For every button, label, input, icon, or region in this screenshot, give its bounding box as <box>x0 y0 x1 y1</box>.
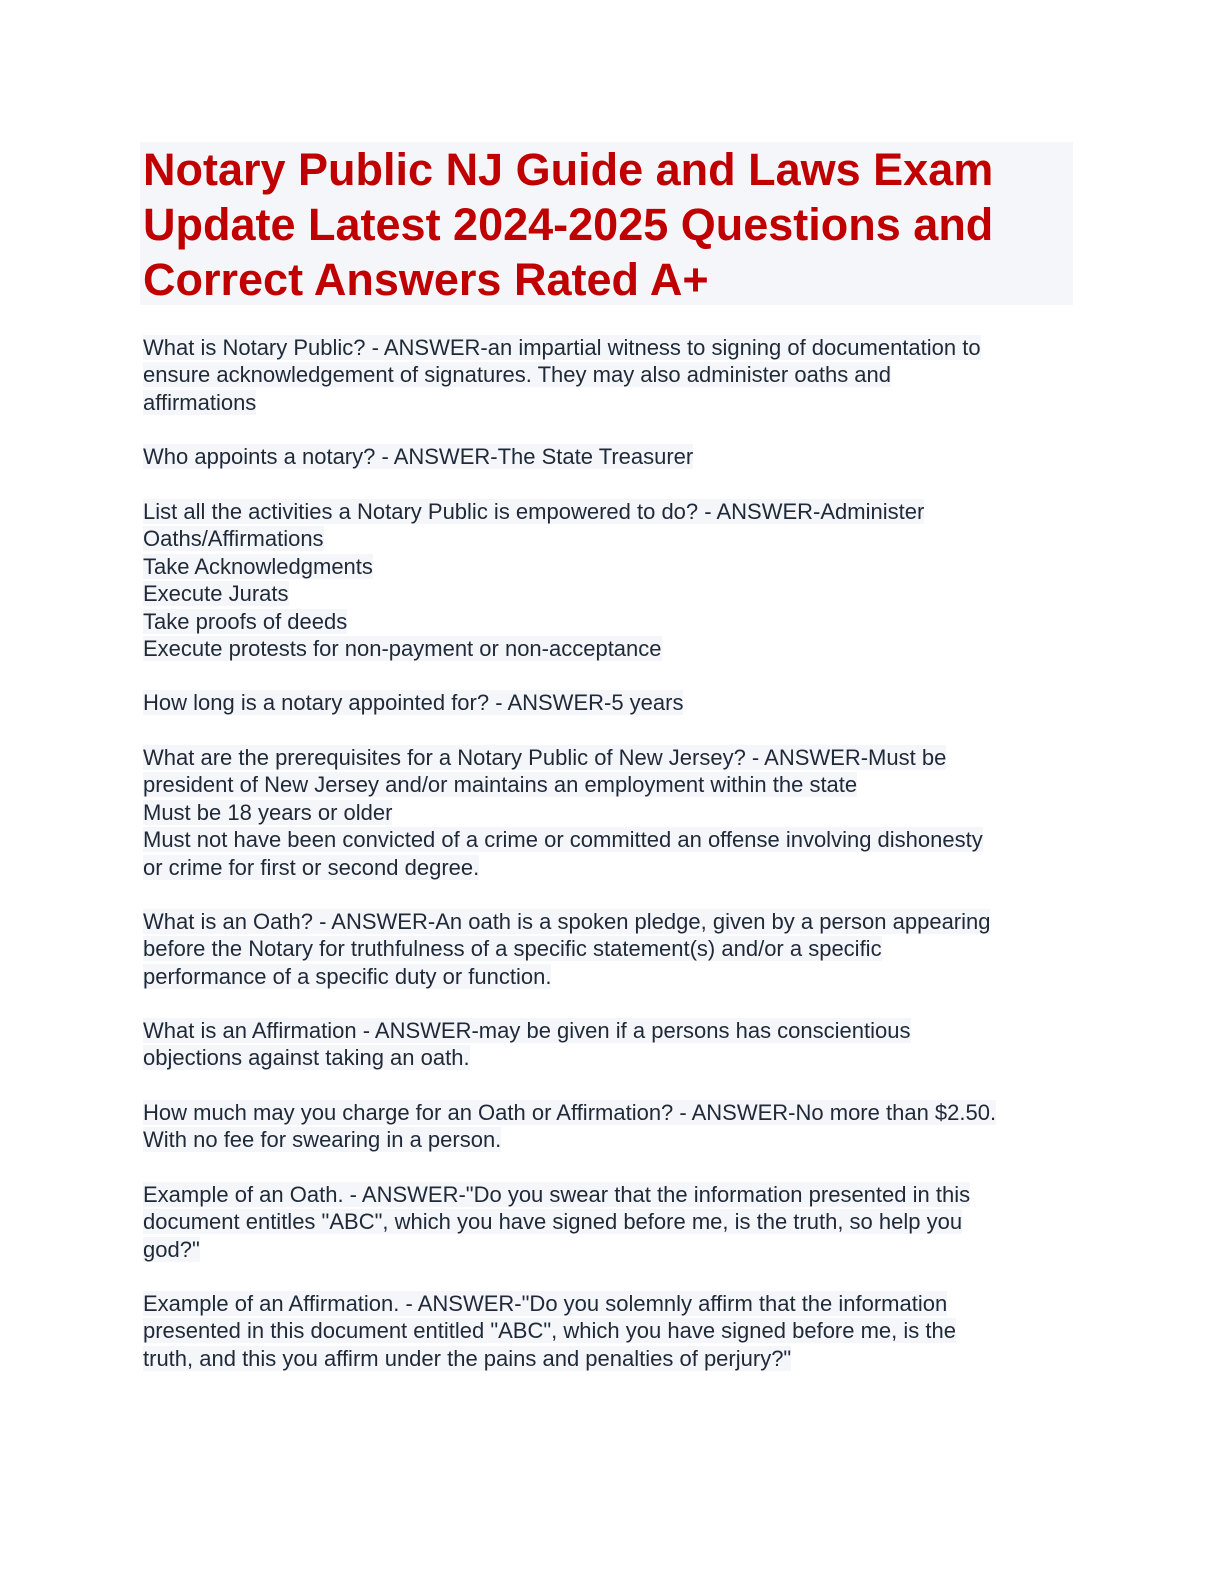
qa-line: Must be 18 years or older <box>143 799 393 825</box>
qa-line: Execute Jurats <box>143 581 289 607</box>
title-line: Update Latest 2024-2025 Questions and <box>143 199 994 250</box>
qa-line: truth, and this you affirm under the pains and penalties of perjury?" <box>143 1345 792 1371</box>
qa-line: god?" <box>143 1236 200 1262</box>
qa-line: With no fee for swearing in a person. <box>143 1127 502 1153</box>
qa-item-who-appoints <box>143 443 1083 470</box>
qa-line: What are the prerequisites for a Notary Public of New Jersey? - ANSWER-Must be <box>143 745 947 770</box>
qa-line: ensure acknowledgement of signatures. They may also administer oaths and <box>143 362 892 388</box>
qa-item-oath <box>143 908 1083 990</box>
qa-line: performance of a specific duty or function. <box>143 963 552 989</box>
qa-line: objections against taking an oath. <box>143 1045 470 1071</box>
qa-line: or crime for first or second degree. <box>143 854 480 880</box>
qa-line: Who appoints a notary? - ANSWER-The State Treasurer <box>143 444 694 469</box>
qa-item-appointment-length <box>143 689 1083 716</box>
qa-line: Execute protests for non-payment or non-acceptance <box>143 635 662 661</box>
qa-item-oath-example <box>143 1181 1083 1263</box>
qa-item-activities <box>143 498 1083 662</box>
title-line: Notary Public NJ Guide and Laws Exam <box>143 144 994 195</box>
qa-item-notary-public <box>143 334 1083 416</box>
document-title <box>140 142 1073 305</box>
qa-line: document entitles "ABC", which you have signed before me, is the truth, so help you <box>143 1209 963 1235</box>
qa-line: How long is a notary appointed for? - ANSWER-5 years <box>143 690 684 715</box>
qa-item-affirmation-example <box>143 1290 1083 1372</box>
qa-item-affirmation <box>143 1017 1083 1072</box>
qa-line: before the Notary for truthfulness of a specific statement(s) and/or a specific <box>143 936 882 962</box>
qa-line: affirmations <box>143 389 257 415</box>
qa-line: presented in this document entitled "ABC", which you have signed before me, is the <box>143 1318 956 1344</box>
qa-line: List all the activities a Notary Public is empowered to do? - ANSWER-Administer <box>143 499 925 524</box>
qa-item-prerequisites <box>143 744 1083 881</box>
qa-line: Example of an Oath. - ANSWER-"Do you swear that the information presented in this <box>143 1182 971 1207</box>
qa-line: Example of an Affirmation. - ANSWER-"Do you solemnly affirm that the information <box>143 1291 948 1316</box>
qa-line: What is Notary Public? - ANSWER-an impartial witness to signing of documentation to <box>143 335 981 360</box>
qa-line: Take Acknowledgments <box>143 553 373 579</box>
qa-line: What is an Affirmation - ANSWER-may be given if a persons has conscientious <box>143 1018 911 1043</box>
qa-line: What is an Oath? - ANSWER-An oath is a spoken pledge, given by a person appearing <box>143 909 991 934</box>
title-line: Correct Answers Rated A+ <box>143 254 709 305</box>
qa-line: Take proofs of deeds <box>143 608 348 634</box>
qa-line: Oaths/Affirmations <box>143 526 324 552</box>
qa-item-fee <box>143 1099 1083 1154</box>
qa-line: president of New Jersey and/or maintains an employment within the state <box>143 772 858 798</box>
qa-line: Must not have been convicted of a crime or committed an offense involving dishonesty <box>143 827 983 853</box>
qa-line: How much may you charge for an Oath or Affirmation? - ANSWER-No more than $2.50. <box>143 1100 997 1125</box>
